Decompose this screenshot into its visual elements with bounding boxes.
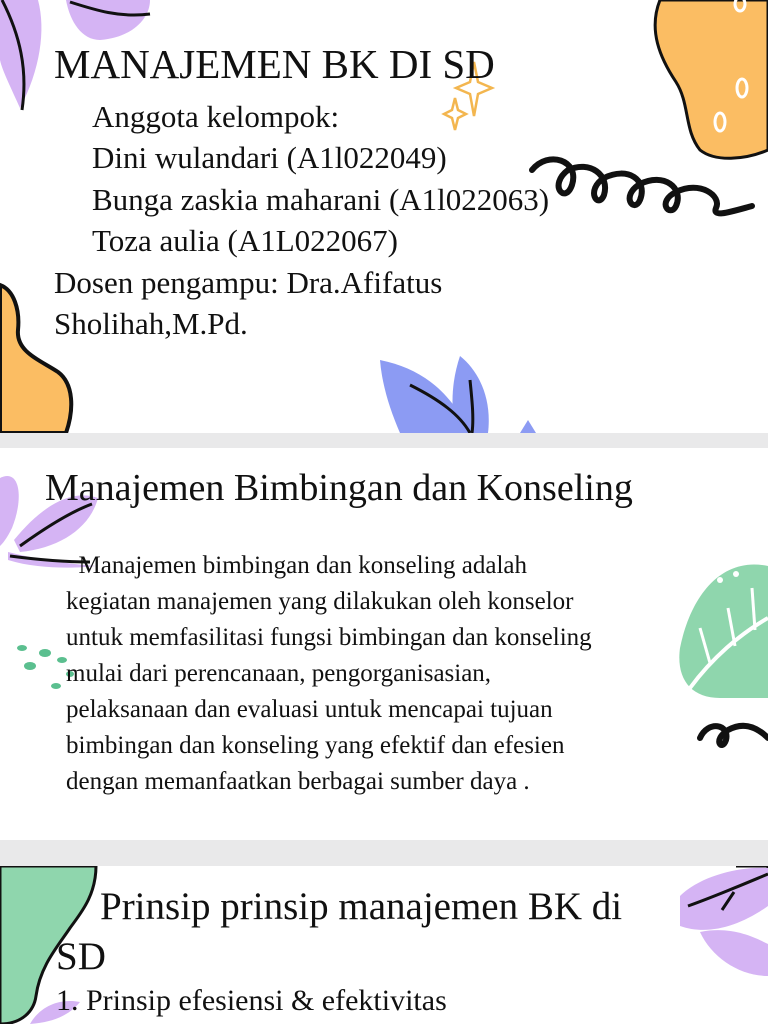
slide-separator [0, 840, 768, 866]
paragraph-line: kegiatan manajemen yang dilakukan oleh konselor [66, 588, 574, 615]
member-name: Toza aulia (A1L022067) [92, 223, 399, 258]
slide-separator [0, 433, 768, 448]
member-name: Dini wulandari (A1l022049) [92, 140, 447, 175]
paragraph-line: Manajemen bimbingan dan konseling adalah [66, 552, 527, 579]
paragraph-line: bimbingan dan konseling yang efektif dan efesien [66, 732, 565, 759]
slide-principles [0, 866, 768, 1024]
paragraph-line: mulai dari perencanaan, pengorganisasian, [66, 660, 492, 687]
paragraph-line: pelaksanaan dan evaluasi untuk mencapai tujuan [66, 696, 553, 723]
paragraph-line: dengan memanfaatkan berbagai sumber daya . [66, 768, 530, 795]
lecturer-line: Dosen pengampu: Dra.Afifatus [54, 265, 443, 300]
section-title: Manajemen Bimbingan dan Konseling [45, 467, 633, 509]
presentation-title: MANAJEMEN BK DI SD [54, 41, 495, 87]
principle-item: 1. Prinsip efesiensi & efektivitas [56, 984, 447, 1017]
title-line: SD [56, 935, 106, 978]
member-name: Bunga zaskia maharani (A1l022063) [92, 182, 550, 217]
paragraph-line: untuk memfasilitasi fungsi bimbingan dan konseling [66, 624, 592, 651]
lavender-leaf-icon [680, 866, 768, 976]
title-line: Prinsip prinsip manajemen BK di [100, 885, 623, 928]
section-title [56, 882, 622, 982]
definition-paragraph [66, 548, 726, 800]
group-heading: Anggota kelompok: [92, 99, 340, 134]
orange-blob-icon [655, 0, 768, 158]
blue-leaf-icon [380, 356, 536, 433]
slide-title [0, 0, 768, 433]
lecturer-line: Sholihah,M.Pd. [54, 306, 248, 341]
slide-definition [0, 448, 768, 840]
swirl-icon [532, 159, 752, 213]
